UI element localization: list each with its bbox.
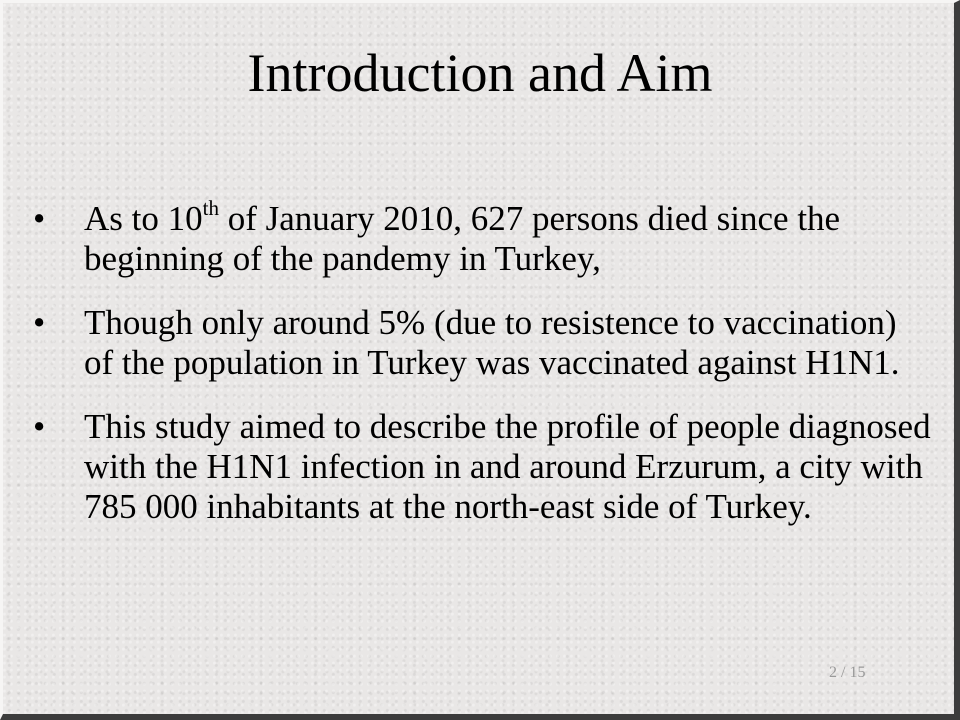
slide-title: Introduction and Aim: [247, 43, 713, 103]
slide-number: [829, 664, 865, 682]
bullet-item: [33, 407, 933, 527]
bullet-item: [33, 303, 933, 383]
bullet-item: [33, 196, 933, 279]
bullet-text-part: As to 10: [84, 199, 203, 238]
page-total: / 15: [841, 664, 866, 681]
bullet-dot-icon: •: [33, 199, 46, 238]
superscript: th: [202, 196, 219, 220]
bullet-text: Though only around 5% (due to resistence to vaccination) of the population in Turkey was vaccinated against H1N1.: [84, 303, 900, 382]
page-number: 2: [829, 664, 837, 681]
bullet-list: [33, 196, 933, 551]
bullet-text-part: of January 2010, 627 persons died since the beginning of the pandemy in Turkey,: [84, 199, 841, 278]
bullet-text: This study aimed to describe the profile of people diagnosed with the H1N1 infection in and around Erzurum, a city with 785 000 inhabitants at the north-east side of Turkey.: [84, 407, 931, 526]
bullet-dot-icon: •: [33, 407, 46, 446]
bullet-dot-icon: •: [33, 303, 46, 342]
bullet-text: [84, 196, 841, 278]
